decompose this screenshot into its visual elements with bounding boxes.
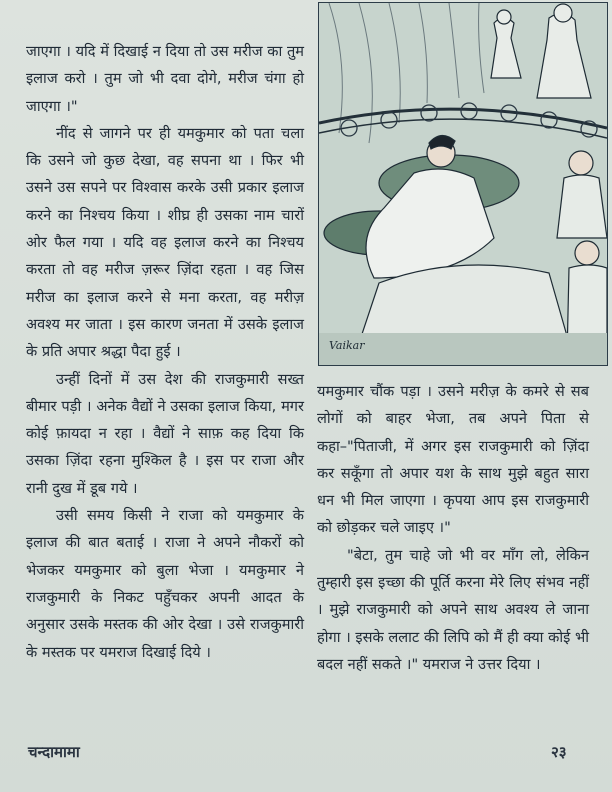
artist-signature: Vaikar [329,339,365,352]
paragraph: उन्हीं दिनों में उस देश की राजकुमारी सख्त बीमार पड़ी । अनेक वैद्यों ने उसका इलाज किया, मगर कोई फ़ायदा न रहा । वैद्यों ने साफ़ कह दिया कि उसका ज़िंदा रहना मुश्किल है । इस पर राजा और रानी दुख में डूब गये । [26,370,304,497]
paragraph: "बेटा, तुम चाहे जो भी वर माँग लो, लेकिन तुम्हारी इस इच्छा की पूर्ति करना मेरे लिए संभव नहीं । मुझे राजकुमारी को अपने साथ अवश्य ले जाना होगा । इसके ललाट की लिपि को मैं ही क्या कोई भी बदल नहीं सकते ।" यमराज ने उत्तर दिया । [317,546,589,673]
story-illustration [318,2,608,366]
paragraph: जाएगा । यदि में दिखाई न दिया तो उस मरीज का तुम इलाज करो । तुम जो भी दवा दोगे, मरीज चंगा हो जाएगा ।" [26,43,304,115]
paragraph: नींद से जागने पर ही यमकुमार को पता चला कि उसने जो कुछ देखा, वह सपना था । फिर भी उसने उस सपने पर विश्वास करके उसी प्रकार इलाज करने का निश्चय किया । शीघ्र ही उसका नाम चारों ओर फैल गया । यदि वह इलाज करने का निश्चय करता तो वह मरीज ज़रूर ज़िंदा रहता । वह जिस मरीज का इलाज करने से मना करता, वह मरीज़ अवश्य मर जाता । इस कारण जनता में उसके इलाज के प्रति अपार श्रद्धा पैदा हुई । [26,124,304,361]
paragraph: उसी समय किसी ने राजा को यमकुमार के इलाज की बात बताई । राजा ने अपने नौकरों को भेजकर यमकुमार को बुला भेजा । यमकुमार ने राजकुमारी के निकट पहुँचकर अपनी आदत के अनुसार उसके मस्तक की ओर देखा । उसे राजकुमारी के मस्तक पर यमराज दिखाई दिये । [26,507,304,661]
right-text-column [317,378,589,678]
page-number: २३ [551,743,567,761]
paragraph: यमकुमार चौंक पड़ा । उसने मरीज़ के कमरे से सब लोगों को बाहर भेजा, तब अपने पिता से कहा–"पिताजी, में अगर इस राजकुमारी को ज़िंदा कर सकूँगा तो अपार यश के साथ मुझे बहुत सारा धन भी मिल जाएगा । कृपया आप इस राजकुमारी को छोड़कर चले जाइए ।" [317,383,589,537]
magazine-name: चन्दामामा [28,743,80,761]
left-text-column [26,38,304,666]
